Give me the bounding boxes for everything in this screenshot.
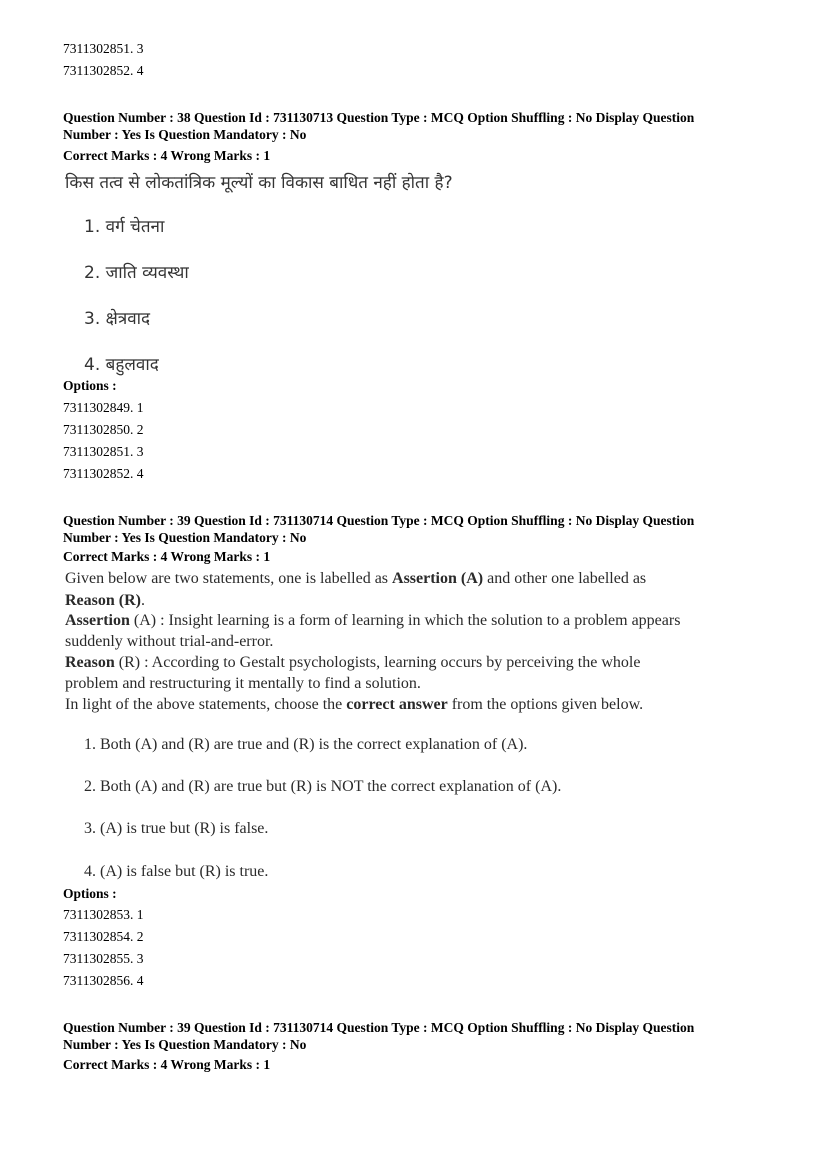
question-intro: Given below are two statements, one is labelled as Assertion (A) and other one labelled as [65,570,647,587]
options-label: Options : [63,886,117,901]
answer-choice: 4. (A) is false but (R) is true. [84,863,269,880]
question-header-cont: Number : Yes Is Question Mandatory : No [63,127,307,142]
question-instruction: In light of the above statements, choose the correct answer from the options given below. [65,696,644,713]
answer-choice: 2. जाति व्यवस्था [84,263,189,283]
option-id-line: 7311302849. 1 [63,400,144,415]
option-id-line: 7311302855. 3 [63,951,144,966]
answer-choice: 3. (A) is true but (R) is false. [84,820,269,837]
answer-choice: 3. क्षेत्रवाद [84,309,151,329]
question-header-cont: Number : Yes Is Question Mandatory : No [63,530,307,545]
question-header: Question Number : 38 Question Id : 731130713 Question Type : MCQ Option Shuffling : No Display Question [63,110,695,125]
question-marks: Correct Marks : 4 Wrong Marks : 1 [63,148,271,163]
reason-statement: Reason (R) : According to Gestalt psychologists, learning occurs by perceiving the whole [65,654,641,671]
question-marks: Correct Marks : 4 Wrong Marks : 1 [63,549,271,564]
reason-statement-cont: problem and restructuring it mentally to find a solution. [65,675,421,692]
option-id-line: 7311302852. 4 [63,466,144,481]
question-text: किस तत्व से लोकतांत्रिक मूल्यों का विकास बाधित नहीं होता है? [65,173,453,193]
question-intro-cont: Reason (R). [65,592,145,609]
question-header: Question Number : 39 Question Id : 731130714 Question Type : MCQ Option Shuffling : No Display Question [63,513,695,528]
assertion-statement: Assertion (A) : Insight learning is a form of learning in which the solution to a problem appears [65,612,681,629]
question-marks: Correct Marks : 4 Wrong Marks : 1 [63,1057,271,1072]
option-id-line: 7311302850. 2 [63,422,144,437]
option-id-line: 7311302851. 3 [63,41,144,56]
question-header-cont: Number : Yes Is Question Mandatory : No [63,1037,307,1052]
answer-choice: 1. वर्ग चेतना [84,217,165,237]
option-id-line: 7311302854. 2 [63,929,144,944]
option-id-line: 7311302852. 4 [63,63,144,78]
answer-choice: 2. Both (A) and (R) are true but (R) is NOT the correct explanation of (A). [84,778,562,795]
option-id-line: 7311302853. 1 [63,907,144,922]
question-header: Question Number : 39 Question Id : 731130714 Question Type : MCQ Option Shuffling : No Display Question [63,1020,695,1035]
answer-choice: 4. बहुलवाद [84,355,159,375]
assertion-statement-cont: suddenly without trial-and-error. [65,633,274,650]
option-id-line: 7311302856. 4 [63,973,144,988]
options-label: Options : [63,378,117,393]
option-id-line: 7311302851. 3 [63,444,144,459]
answer-choice: 1. Both (A) and (R) are true and (R) is the correct explanation of (A). [84,736,528,753]
